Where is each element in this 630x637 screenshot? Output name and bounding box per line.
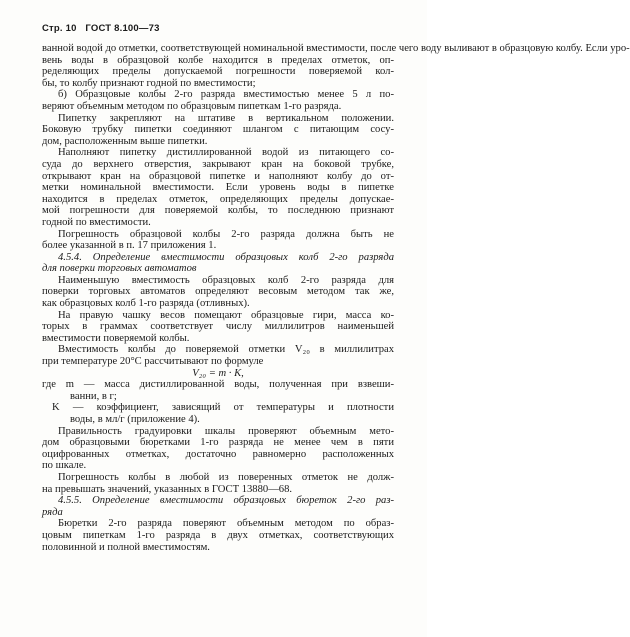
text-line: Погрешность образцовой колбы 2-го разряда должна быть не [58, 228, 394, 240]
text-line: где m — масса дистиллированной воды, полученная при взвеши- [42, 379, 394, 391]
formula: V₂₀ = m · K, [192, 367, 244, 379]
text-line: цовым пипеткам 1-го разряда в двух отметках, соответствующих [42, 529, 394, 541]
page-header [42, 23, 166, 34]
text-line: торых в граммах соответствует числу миллилитров наименьшей [42, 321, 394, 333]
document-body [42, 43, 630, 553]
text-line: воды, в мл/г (приложение 4). [70, 414, 200, 425]
section-heading: 4.5.5. Определение вместимости образцовых бюреток 2-го раз- [58, 495, 394, 507]
section-heading: 4.5.4. Определение вместимости образцовых колб 2-го разряда [58, 251, 394, 263]
text-line: Наполняют пипетку дистиллированной водой из питающего со- [58, 147, 394, 159]
text-line: на превышать значений, указанных в ГОСТ 13880—68. [42, 483, 293, 495]
text-line: годной по вместимости. [42, 216, 151, 228]
text-line: ванной водой до отметки, соответствующей номинальной вместимости, после чего воду выливают в образцовую колбу. Если уро- [42, 43, 630, 54]
text-line: Боковую трубку пипетки соединяют шлангом с питающим сосу- [42, 124, 394, 136]
text-line: Пипетку закрепляют на штативе в вертикальном положении. [58, 112, 394, 124]
text-line: Вместимость колбы до поверяемой отметки V₂₀ в миллилитрах [58, 344, 394, 356]
text-line: вместимости поверяемой колбы. [42, 332, 190, 344]
text-line: веряют объемным методом по образцовым пипеткам 1-го разряда. [42, 100, 342, 112]
text-line: Правильность градуировки шкалы проверяют объемным мето- [58, 425, 394, 437]
text-line: ределяющих пределы допускаемой погрешности поверяемой кол- [42, 66, 394, 78]
text-line: K — коэффициент, зависящий от температуры и плотности [52, 402, 394, 414]
text-line: ванни, в г; [70, 390, 117, 402]
text-line: поверки торговых автоматов определяют весовым методом так же, [42, 286, 394, 298]
text-line: Бюретки 2-го разряда поверяют объемным методом по образ- [58, 518, 394, 530]
section-heading: ряда [42, 506, 63, 518]
section-heading: для поверки торговых автоматов [42, 263, 197, 275]
standard-code: ГОСТ 8.100—73 [85, 23, 160, 34]
text-line: суда до верхнего отверстия, закрывают кран на боковой трубке, [42, 158, 394, 170]
text-line: метки номинальной вместимости. Если уровень воды в пипетке [42, 182, 394, 194]
text-line: оцифрованных отметках, достаточно равномерно расположенных [42, 448, 394, 460]
text-line: Наименьшую вместимость образцовых колб 2-го разряда для [58, 274, 394, 286]
text-line: На правую чашку весов помещают образцовые гири, масса ко- [58, 309, 394, 321]
text-line: б) Образцовые колбы 2-го разряда вместимостью менее 5 л по- [58, 89, 394, 101]
text-line: открывают кран на образцовой пипетке и наполняют колбу до от- [42, 170, 394, 182]
text-line: Погрешность колбы в любой из поверенных отметок не долж- [58, 471, 394, 483]
text-line: дом, расположенным выше пипетки. [42, 135, 208, 147]
text-line: более указанной в п. 17 приложения 1. [42, 240, 217, 252]
text-line: половинной и полной вместимостям. [42, 541, 210, 553]
text-line: находится в пределах отметок, определяющих пределы допускае- [42, 193, 394, 205]
text-line: по шкале. [42, 460, 87, 472]
text-line: бы, то колбу признают годной по вместимости; [42, 77, 256, 89]
text-line: как образцовых колб 1-го разряда (отливных). [42, 298, 250, 310]
text-line: мой погрешности для поверяемой колбы, то последнюю признают [42, 205, 394, 217]
text-line: дом образцовыми бюретками 1-го разряда не менее чем в пяти [42, 437, 394, 449]
text-line: при температуре 20°С рассчитывают по формуле [42, 356, 264, 368]
page-number: Стр. 10 [42, 23, 77, 34]
text-line: вень воды в образцовой колбе находится в пределах отметок, оп- [42, 54, 394, 66]
